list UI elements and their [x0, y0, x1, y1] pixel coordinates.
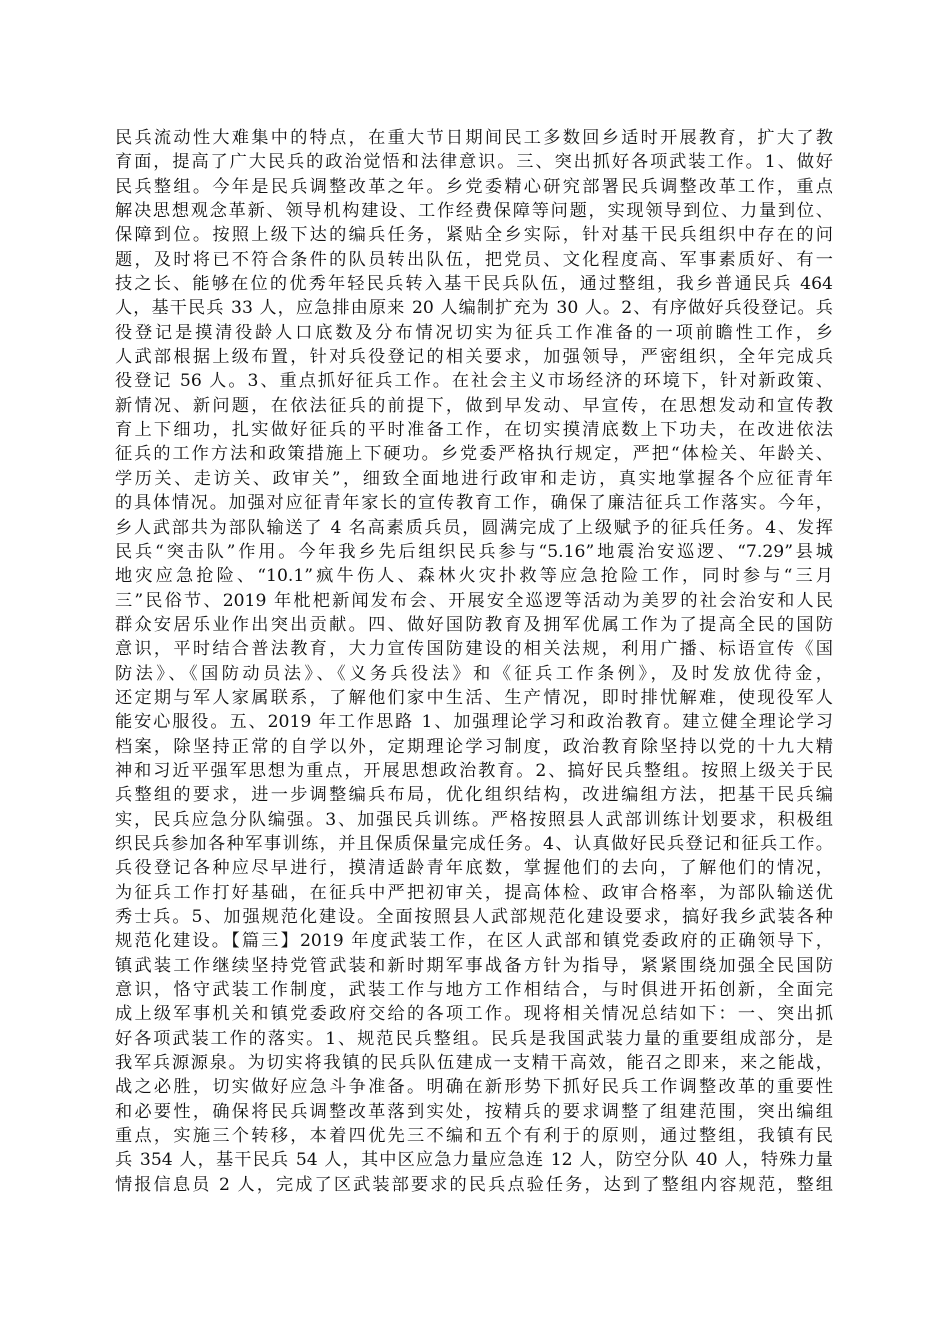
text-line: 民兵流动性大难集中的特点，在重大节日期间民工多数回乡适时开展教育，扩大了教 [115, 128, 833, 148]
text-line: 育面，提高了广大民兵的政治觉悟和法律意识。三、突出抓好各项武装工作。1、做好 [115, 152, 833, 173]
text-line: 能安心服役。五、2019 年工作思路 1、加强理论学习和政治教育。建立健全理论学习 [115, 712, 833, 733]
text-line: 群众安居乐业作出突出贡献。四、做好国防教育及拥军优属工作为了提高全民的国防 [115, 614, 833, 635]
text-line: 三”民俗节、2019 年枇杷新闻发布会、开展安全巡逻等活动为美罗的社会治安和人民 [115, 590, 833, 611]
text-line: 档案，除坚持正常的自学以外，定期理论学习制度，政治教育除坚持以党的十九大精 [115, 736, 833, 757]
text-line: 役登记是摸清役龄人口底数及分布情况切实为征兵工作准备的一项前瞻性工作，乡 [115, 322, 833, 343]
text-line: 保障到位。按照上级下达的编兵任务，紧贴全乡实际，针对基干民兵组织中存在的问 [115, 225, 833, 246]
text-line: 为征兵工作打好基础，在征兵中严把初审关，提高体检、政审合格率，为部队输送优 [115, 882, 833, 903]
text-line: 实，民兵应急分队编强。3、加强民兵训练。严格按照县人武部训练计划要求，积极组 [115, 809, 833, 830]
text-line: 意识，恪守武装工作制度，武装工作与地方工作相结合，与时俱进开拓创新，全面完 [115, 980, 833, 1001]
text-line: 神和习近平强军思想为重点，开展思想政治教育。2、搞好民兵整组。按照上级关于民 [115, 760, 833, 781]
text-line: 规范化建设。【篇三】2019 年度武装工作，在区人武部和镇党委政府的正确领导下， [115, 931, 833, 952]
text-line: 乡人武部共为部队输送了 4 名高素质兵员，圆满完成了上级赋予的征兵任务。4、发挥 [115, 517, 833, 538]
body-text [115, 126, 833, 1197]
text-line: 镇武装工作继续坚持党管武装和新时期军事战备方针为指导，紧紧围绕加强全民国防 [115, 955, 833, 976]
text-line: 役登记 56 人。3、重点抓好征兵工作。在社会主义市场经济的环境下，针对新政策、 [115, 371, 833, 392]
text-line: 和必要性，确保将民兵调整改革落到实处，按精兵的要求调整了组建范围，突出编组 [115, 1101, 833, 1122]
text-line: 兵整组的要求，进一步调整编兵布局，优化组织结构，改进编组方法，把基干民兵编 [115, 785, 833, 806]
text-line: 题，及时将已不符合条件的队员转出队伍，把党员、文化程度高、军事素质好、有一 [115, 249, 833, 270]
text-line: 防法》、《国防动员法》、《义务兵役法》和《征兵工作条例》，及时发放优待金， [115, 663, 833, 684]
text-line: 人，基干民兵 33 人，应急排由原来 20 人编制扩充为 30 人。2、有序做好兵役登记。兵 [115, 298, 833, 319]
text-line: 意识，平时结合普法教育，大力宣传国防建设的相关法规，利用广播、标语宣传《国 [115, 639, 833, 660]
text-line: 的具体情况。加强对应征青年家长的宣传教育工作，确保了廉洁征兵工作落实。今年， [115, 493, 833, 514]
text-line: 秀士兵。5、加强规范化建设。全面按照县人武部规范化建设要求，搞好我乡武装各种 [115, 907, 833, 927]
text-line: 织民兵参加各种军事训练，并且保质保量完成任务。4、认真做好民兵登记和征兵工作。 [115, 833, 833, 854]
text-line: 人武部根据上级布置，针对兵役登记的相关要求，加强领导，严密组织，全年完成兵 [115, 347, 833, 368]
text-line: 兵 354 人，基干民兵 54 人，其中区应急力量应急连 12 人，防空分队 40 人，特殊力量 [115, 1150, 833, 1171]
text-line: 地灾应急抢险、“10.1”疯牛伤人、森林火灾扑救等应急抢险工作，同时参与“三月 [115, 566, 833, 587]
text-line: 兵役登记各种应尽早进行，摸清适龄青年底数，掌握他们的去向，了解他们的情况， [115, 858, 833, 879]
text-line: 还定期与军人家属联系，了解他们家中生活、生产情况，即时排忧解难，使现役军人 [115, 687, 833, 708]
text-line: 民兵整组。今年是民兵调整改革之年。乡党委精心研究部署民兵调整改革工作，重点 [115, 176, 833, 197]
text-line: 情报信息员 2 人，完成了区武装部要求的民兵点验任务，达到了整组内容规范，整组 [115, 1174, 833, 1195]
text-line: 我军兵源源泉。为切实将我镇的民兵队伍建成一支精干高效，能召之即来，来之能战， [115, 1053, 833, 1074]
text-line: 民兵“突击队”作用。今年我乡先后组织民兵参与“5.16”地震治安巡逻、“7.29”县城 [115, 541, 833, 562]
text-line: 育上下细功，扎实做好征兵的平时准备工作，在切实摸清底数上下功夫，在改进依法 [115, 420, 833, 441]
text-line: 学历关、走访关、政审关”，细致全面地进行政审和走访，真实地掌握各个应征青年 [115, 468, 833, 489]
text-line: 技之长、能够在位的优秀年轻民兵转入基干民兵队伍，通过整组，我乡普通民兵 464 [115, 274, 833, 295]
text-line: 成上级军事机关和镇党委政府交给的各项工作。现将相关情况总结如下：一、突出抓 [115, 1004, 833, 1025]
text-line: 好各项武装工作的落实。1、规范民兵整组。民兵是我国武装力量的重要组成部分，是 [115, 1028, 833, 1049]
text-line: 解决思想观念革新、领导机构建设、工作经费保障等问题，实现领导到位、力量到位、 [115, 201, 833, 222]
text-line: 战之必胜，切实做好应急斗争准备。明确在新形势下抓好民兵工作调整改革的重要性 [115, 1077, 833, 1098]
text-line: 征兵的工作方法和政策措施上下硬功。乡党委严格执行规定，严把“体检关、年龄关、 [115, 444, 833, 465]
text-line: 新情况、新问题，在依法征兵的前提下，做到早发动、早宣传，在思想发动和宣传教 [115, 395, 833, 416]
text-line: 重点，实施三个转移，本着四优先三不编和五个有利于的原则，通过整组，我镇有民 [115, 1126, 833, 1147]
